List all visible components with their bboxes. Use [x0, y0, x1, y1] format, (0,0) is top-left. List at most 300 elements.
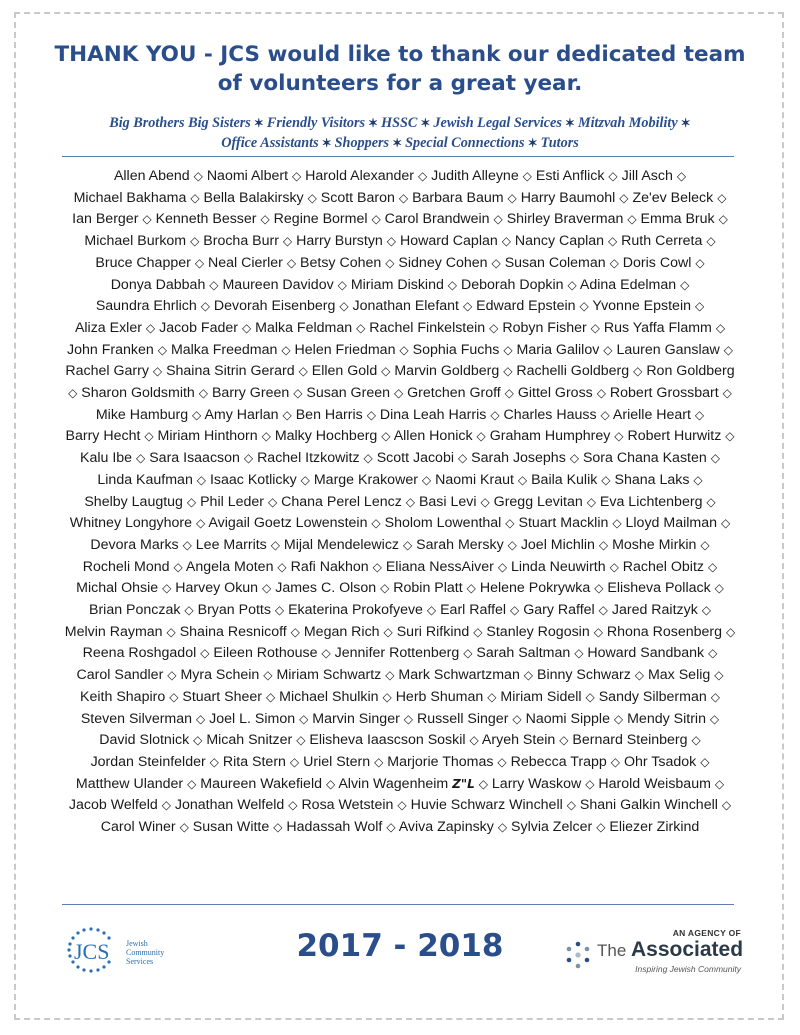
volunteer-name: Bernard Steinberg	[572, 732, 688, 749]
jcs-logo	[60, 922, 210, 982]
volunteer-name: Lauren Ganslaw	[616, 341, 720, 358]
diamond-outline-icon: ◇	[291, 169, 302, 183]
volunteer-name: Phil Leder	[200, 493, 264, 510]
diamond-outline-icon: ◇	[701, 603, 711, 618]
volunteer-name: Jordan Steinfelder	[90, 753, 206, 770]
volunteer-name: Carol Winer	[100, 819, 176, 836]
volunteer-name: Naomi Albert	[206, 168, 289, 184]
diamond-outline-icon: ◇	[489, 320, 499, 335]
volunteer-name: Miriam Hinthorn	[157, 428, 258, 445]
diamond-outline-icon: ◇	[382, 689, 392, 704]
star-of-david-icon: ✶	[417, 116, 434, 130]
title-line-1: THANK YOU - JCS would like to thank our dedicated team	[54, 42, 746, 67]
diamond-outline-icon: ◇	[167, 668, 177, 683]
volunteer-name: Sholom Lowenthal	[384, 515, 502, 532]
diamond-outline-icon: ◇	[274, 603, 285, 618]
volunteer-name: Rachelli Goldberg	[516, 363, 630, 380]
diamond-outline-icon: ◇	[209, 754, 219, 769]
diamond-outline-icon: ◇	[600, 407, 610, 422]
diamond-outline-icon: ◇	[633, 364, 643, 379]
program-item: HSSC	[381, 115, 418, 131]
volunteer-name: Harold Alexander	[305, 168, 415, 184]
diamond-outline-icon: ◇	[393, 386, 404, 401]
diamond-outline-icon: ◇	[262, 581, 272, 596]
volunteer-name: Miriam Sidell	[500, 688, 582, 705]
volunteer-name: Shani Galkin Winchell	[579, 797, 718, 814]
diamond-outline-icon: ◇	[68, 386, 78, 401]
volunteer-name: Gregg Levitan	[493, 493, 583, 510]
diamond-outline-icon: ◇	[512, 711, 522, 726]
associated-the: The	[597, 941, 627, 960]
volunteer-name: Ellen Gold	[311, 363, 378, 380]
diamond-outline-icon: ◇	[463, 646, 473, 661]
program-item: Jewish Legal Services	[433, 115, 562, 131]
diamond-outline-icon: ◇	[372, 559, 382, 574]
diamond-outline-icon: ◇	[243, 451, 254, 466]
diamond-outline-icon: ◇	[708, 646, 718, 661]
volunteer-name: Megan Rich	[303, 623, 380, 640]
volunteer-name: Malky Hochberg	[274, 428, 378, 445]
volunteer-name: Robert Grossbart	[609, 385, 719, 402]
diamond-outline-icon: ◇	[169, 689, 179, 704]
diamond-outline-icon: ◇	[596, 820, 606, 835]
volunteer-name: Shaina Resnicoff	[179, 623, 287, 640]
volunteer-name: Michael Shulkin	[279, 688, 379, 705]
diamond-outline-icon: ◇	[634, 668, 645, 683]
title-line-2: of volunteers for a great year.	[217, 71, 583, 96]
diamond-outline-icon: ◇	[281, 342, 291, 357]
volunteer-name: Esti Anflick	[535, 168, 605, 184]
diamond-outline-icon: ◇	[288, 798, 298, 813]
star-of-david-icon: ✶	[318, 136, 335, 150]
jcs-logo-mark	[60, 922, 210, 982]
diamond-outline-icon: ◇	[421, 472, 432, 487]
bottom-divider	[62, 904, 734, 905]
diamond-outline-icon: ◇	[385, 668, 395, 683]
volunteer-name: Jill Asch	[621, 168, 673, 184]
volunteer-name: Jonathan Elefant	[352, 298, 459, 315]
diamond-outline-icon: ◇	[200, 646, 210, 661]
volunteer-name: Isaac Kotlicky	[209, 471, 297, 488]
volunteer-name: Whitney Longyhore	[69, 515, 193, 532]
volunteer-name: Rachel Garry	[65, 363, 149, 380]
diamond-outline-icon: ◇	[476, 429, 486, 444]
diamond-outline-icon: ◇	[307, 190, 317, 205]
diamond-outline-icon: ◇	[723, 342, 733, 357]
diamond-outline-icon: ◇	[694, 407, 705, 422]
volunteer-name: Marvin Goldberg	[394, 363, 500, 380]
volunteer-name: Miriam Schwartz	[276, 667, 382, 684]
volunteer-name: Stuart Macklin	[518, 515, 609, 532]
diamond-outline-icon: ◇	[612, 516, 622, 531]
diamond-outline-icon: ◇	[722, 386, 732, 401]
diamond-outline-icon: ◇	[161, 798, 171, 813]
diamond-outline-icon: ◇	[579, 299, 589, 314]
volunteer-name: Harvey Okun	[175, 580, 259, 597]
diamond-outline-icon: ◇	[184, 603, 194, 618]
volunteer-name: Elisheva Iaascson Soskil	[309, 732, 466, 749]
star-of-david-icon: ✶	[250, 116, 267, 130]
diamond-outline-icon: ◇	[267, 494, 278, 509]
volunteer-name: Melvin Rayman	[64, 623, 163, 640]
volunteer-name: Matthew Ulander	[75, 775, 184, 792]
diamond-outline-icon: ◇	[195, 711, 206, 726]
diamond-outline-icon: ◇	[380, 581, 390, 596]
volunteer-name: Miriam Diskind	[350, 276, 444, 293]
diamond-outline-icon: ◇	[325, 776, 336, 791]
volunteer-name: Bryan Potts	[197, 602, 271, 619]
diamond-outline-icon: ◇	[162, 581, 172, 596]
diamond-outline-icon: ◇	[385, 255, 395, 270]
volunteer-name: Larry Waskow	[491, 775, 582, 792]
diamond-outline-icon: ◇	[718, 212, 728, 227]
volunteer-name: Robin Platt	[393, 580, 463, 597]
volunteer-name: Aliza Exler	[74, 319, 142, 336]
diamond-outline-icon: ◇	[480, 494, 490, 509]
volunteer-name: Malka Feldman	[255, 319, 353, 336]
volunteer-name: Helen Friedman	[294, 341, 396, 358]
volunteer-name: Doris Cowl	[622, 254, 692, 271]
volunteer-name: Shelby Laugtug	[84, 493, 183, 510]
jcs-abbr: JCS	[74, 939, 110, 964]
volunteer-name: Bruce Chapper	[95, 254, 191, 271]
diamond-outline-icon: ◇	[371, 516, 381, 531]
diamond-outline-icon: ◇	[478, 776, 488, 791]
volunteer-name: Shirley Braverman	[506, 211, 624, 228]
diamond-outline-icon: ◇	[619, 190, 629, 205]
volunteer-name: Angela Moten	[185, 558, 274, 575]
diamond-outline-icon: ◇	[142, 212, 152, 227]
volunteer-name: Sarah Josephs	[471, 450, 566, 467]
volunteer-name: Barbara Baum	[412, 189, 504, 206]
volunteer-name: Kenneth Besser	[155, 211, 257, 228]
diamond-outline-icon: ◇	[700, 537, 710, 552]
diamond-outline-icon: ◇	[277, 559, 287, 574]
diamond-outline-icon: ◇	[680, 277, 690, 292]
volunteer-name: Amy Harlan	[204, 406, 279, 423]
volunteer-name: Joel Michlin	[520, 536, 595, 553]
volunteer-name: Shana Laks	[614, 471, 690, 488]
volunteer-name: Graham Humphrey	[489, 428, 611, 445]
diamond-outline-icon: ◇	[289, 754, 300, 769]
volunteer-name: Linda Kaufman	[97, 471, 193, 488]
volunteer-name: Dina Leah Harris	[379, 406, 487, 423]
diamond-outline-icon: ◇	[363, 451, 373, 466]
diamond-outline-icon: ◇	[510, 603, 520, 618]
volunteer-name: Sarah Saltman	[476, 645, 571, 662]
volunteer-name: Ron Goldberg	[646, 363, 735, 380]
program-item: Big Brothers Big Sisters	[109, 115, 251, 131]
diamond-outline-icon: ◇	[286, 255, 297, 270]
volunteer-name: Linda Neuwirth	[511, 558, 606, 575]
volunteer-name: Jennifer Rottenberg	[334, 645, 460, 662]
volunteer-name: Susan Witte	[192, 819, 270, 836]
volunteer-name: Barry Green	[211, 385, 290, 402]
diamond-outline-icon: ◇	[559, 733, 569, 748]
volunteer-list	[62, 166, 738, 894]
diamond-outline-icon: ◇	[426, 603, 437, 618]
diamond-outline-icon: ◇	[282, 234, 293, 249]
volunteer-name: Gittel Gross	[517, 385, 593, 402]
diamond-outline-icon: ◇	[700, 754, 710, 769]
program-item: Shoppers	[334, 135, 390, 151]
diamond-outline-icon: ◇	[179, 820, 189, 835]
volunteer-name: Ohr Tsadok	[623, 753, 697, 770]
volunteer-name: Marge Krakower	[313, 471, 418, 488]
volunteer-name: Reena Roshgadol	[82, 645, 197, 662]
volunteer-name: Regine Bormel	[273, 211, 368, 228]
volunteer-name: Rachel Itzkowitz	[257, 450, 360, 467]
diamond-outline-icon: ◇	[145, 320, 156, 335]
volunteer-name: Barry Hecht	[65, 428, 141, 445]
diamond-outline-icon: ◇	[593, 624, 603, 639]
volunteer-name: Joel L. Simon	[209, 710, 296, 727]
diamond-outline-icon: ◇	[337, 277, 347, 292]
diamond-outline-icon: ◇	[601, 472, 611, 487]
diamond-outline-icon: ◇	[152, 364, 163, 379]
volunteer-name: Basi Levi	[418, 493, 477, 510]
diamond-outline-icon: ◇	[374, 754, 384, 769]
volunteer-name: Brocha Burr	[203, 233, 279, 250]
volunteer-name: Rhona Rosenberg	[606, 623, 723, 640]
volunteer-name: Helene Pokrywka	[479, 580, 591, 597]
volunteer-name: Michael Burkom	[84, 233, 187, 250]
volunteer-name: Sara Isaacson	[149, 450, 240, 467]
agency-of-label: AN AGENCY OF	[672, 928, 741, 938]
diamond-outline-icon: ◇	[607, 234, 618, 249]
diamond-outline-icon: ◇	[566, 798, 576, 813]
diamond-outline-icon: ◇	[721, 798, 732, 813]
volunteer-name: Naomi Sipple	[525, 710, 610, 727]
diamond-outline-icon: ◇	[569, 451, 579, 466]
diamond-outline-icon: ◇	[261, 429, 271, 444]
star-of-david-icon: ✶	[389, 136, 406, 150]
diamond-outline-icon: ◇	[190, 190, 200, 205]
diamond-outline-icon: ◇	[405, 494, 415, 509]
volunteer-name: Maria Galilov	[516, 341, 600, 358]
volunteer-name: Devora Marks	[90, 536, 179, 553]
volunteer-name: Carol Sandler	[76, 667, 164, 684]
diamond-outline-icon: ◇	[386, 820, 396, 835]
volunteer-name: Rosa Wetstein	[301, 797, 394, 814]
diamond-outline-icon: ◇	[187, 776, 197, 791]
program-item: Friendly Visitors	[266, 115, 366, 131]
diamond-outline-icon: ◇	[503, 342, 513, 357]
diamond-outline-icon: ◇	[714, 581, 724, 596]
diamond-outline-icon: ◇	[192, 407, 202, 422]
diamond-outline-icon: ◇	[473, 624, 483, 639]
volunteer-name: Marjorie Thomas	[387, 753, 494, 770]
volunteer-name: Susan Coleman	[504, 254, 606, 271]
diamond-outline-icon: ◇	[609, 255, 619, 270]
volunteer-name: Michael Bakhama	[73, 189, 187, 206]
volunteer-name: Jacob Welfeld	[68, 797, 158, 814]
volunteer-name: Eliezer Zirkind	[609, 819, 700, 836]
diamond-outline-icon: ◇	[720, 516, 731, 531]
volunteer-name: Mike Hamburg	[95, 406, 189, 423]
volunteer-name: Neal Cierler	[208, 254, 283, 271]
diamond-outline-icon: ◇	[366, 407, 376, 422]
diamond-outline-icon: ◇	[497, 754, 507, 769]
year-range: 2017 - 2018	[296, 928, 504, 964]
diamond-outline-icon: ◇	[695, 255, 705, 270]
diamond-outline-icon: ◇	[196, 472, 207, 487]
volunteer-name: Ian Berger	[72, 211, 139, 228]
diamond-outline-icon: ◇	[725, 624, 736, 639]
diamond-outline-icon: ◇	[725, 429, 735, 444]
volunteer-name: Maureen Wakefield	[200, 775, 322, 792]
diamond-outline-icon: ◇	[706, 494, 716, 509]
diamond-outline-icon: ◇	[598, 537, 609, 552]
diamond-outline-icon: ◇	[263, 668, 273, 683]
volunteer-name: Baila Kulik	[531, 471, 598, 488]
diamond-outline-icon: ◇	[585, 776, 595, 791]
diamond-outline-icon: ◇	[717, 190, 727, 205]
volunteer-name: Harold Weisbaum	[598, 775, 711, 792]
diamond-outline-icon: ◇	[586, 494, 596, 509]
top-divider	[62, 156, 734, 157]
diamond-outline-icon: ◇	[501, 234, 511, 249]
volunteer-name: Eileen Rothouse	[213, 645, 318, 662]
diamond-outline-icon: ◇	[596, 386, 606, 401]
associated-mark-icon	[563, 940, 593, 970]
volunteer-name: Steven Silverman	[80, 710, 193, 727]
diamond-outline-icon: ◇	[321, 646, 331, 661]
volunteer-name: Sophia Fuchs	[412, 341, 500, 358]
star-of-david-icon: ✶	[524, 136, 541, 150]
volunteer-name: Donya Dabbah	[110, 276, 206, 293]
diamond-outline-icon: ◇	[497, 559, 508, 574]
volunteer-name: Howard Sandbank	[587, 645, 705, 662]
volunteer-name: Earl Raffel	[440, 602, 507, 619]
volunteer-name: Edward Epstein	[476, 298, 576, 315]
volunteer-name: Emma Bruk	[640, 211, 715, 228]
diamond-outline-icon: ◇	[491, 255, 501, 270]
diamond-outline-icon: ◇	[383, 624, 393, 639]
volunteer-name: Ekaterina Prokofyeve	[288, 602, 423, 619]
volunteer-name: Eliana NessAiver	[385, 558, 494, 575]
volunteer-name: James C. Olson	[275, 580, 377, 597]
diamond-outline-icon: ◇	[462, 299, 473, 314]
volunteer-name: Aviva Zapinsky	[398, 819, 494, 836]
diamond-outline-icon: ◇	[503, 364, 513, 379]
volunteer-name: Rocheli Mond	[82, 558, 170, 575]
volunteer-name: Marvin Singer	[312, 710, 400, 727]
volunteer-name: Huvie Schwarz Winchell	[410, 797, 563, 814]
volunteer-name: Rebecca Trapp	[510, 753, 607, 770]
diamond-outline-icon: ◇	[397, 798, 407, 813]
diamond-outline-icon: ◇	[603, 342, 613, 357]
diamond-outline-icon: ◇	[466, 581, 476, 596]
program-item: Tutors	[540, 135, 579, 151]
volunteer-name: Maureen Davidov	[222, 276, 334, 293]
volunteer-name: Robyn Fisher	[502, 319, 587, 336]
program-item: Office Assistants	[221, 135, 319, 151]
diamond-outline-icon: ◇	[447, 277, 458, 292]
volunteer-name: Avigail Goetz Lowenstein	[208, 515, 368, 532]
diamond-outline-icon: ◇	[507, 190, 517, 205]
diamond-outline-icon: ◇	[490, 407, 500, 422]
diamond-outline-icon: ◇	[196, 516, 206, 531]
diamond-outline-icon: ◇	[298, 364, 308, 379]
associated-name: Associated	[631, 938, 744, 961]
volunteer-name: Arielle Heart	[612, 406, 691, 423]
diamond-outline-icon: ◇	[598, 603, 608, 618]
diamond-outline-icon: ◇	[710, 451, 720, 466]
volunteer-name: Malka Freedman	[170, 341, 278, 358]
diamond-outline-icon: ◇	[200, 299, 210, 314]
diamond-outline-icon: ◇	[194, 255, 205, 270]
star-of-david-icon: ✶	[365, 116, 382, 130]
diamond-outline-icon: ◇	[193, 169, 203, 183]
diamond-outline-icon: ◇	[417, 169, 428, 183]
volunteer-name: Gary Raffel	[523, 602, 595, 619]
volunteer-name: Yvonne Epstein	[592, 298, 691, 315]
diamond-outline-icon: ◇	[523, 668, 534, 683]
diamond-outline-icon: ◇	[402, 537, 413, 552]
diamond-outline-icon: ◇	[609, 559, 619, 574]
diamond-outline-icon: ◇	[381, 364, 391, 379]
volunteer-name: Rachel Finkelstein	[369, 319, 486, 336]
jcs-line-2: Community	[126, 948, 165, 957]
volunteer-name: Scott Jacobi	[376, 450, 454, 467]
volunteer-name: Stuart Sheer	[182, 688, 263, 705]
jcs-line-3: Services	[126, 957, 154, 966]
volunteer-name: Kalu Ibe	[80, 450, 133, 467]
diamond-outline-icon: ◇	[209, 277, 219, 292]
volunteer-name: David Slotnick	[99, 732, 190, 749]
volunteer-name: Gretchen Groff	[407, 385, 501, 402]
volunteer-name: Russell Singer	[416, 710, 509, 727]
diamond-outline-icon: ◇	[469, 733, 479, 748]
diamond-outline-icon: ◇	[694, 299, 705, 314]
diamond-outline-icon: ◇	[710, 689, 720, 704]
diamond-outline-icon: ◇	[282, 407, 292, 422]
volunteer-name: Rachel Obitz	[622, 558, 704, 575]
volunteer-name: Bella Balakirsky	[203, 189, 304, 206]
diamond-outline-icon: ◇	[693, 472, 703, 487]
volunteer-name: Stanley Rogosin	[486, 623, 590, 640]
diamond-outline-icon: ◇	[714, 668, 724, 683]
diamond-outline-icon: ◇	[296, 733, 306, 748]
volunteer-name: Lee Marrits	[195, 536, 267, 553]
diamond-outline-icon: ◇	[522, 169, 532, 183]
volunteer-name: Chana Perel Lencz	[281, 493, 402, 510]
volunteer-name: Moshe Mirkin	[612, 536, 697, 553]
volunteer-name: Allen Honick	[393, 428, 473, 445]
volunteer-name: Alvin Wagenheim	[338, 775, 449, 792]
volunteer-name: Micah Snitzer	[206, 732, 293, 749]
volunteer-name: Rafi Nakhon	[290, 558, 369, 575]
diamond-outline-icon: ◇	[493, 212, 503, 227]
diamond-outline-icon: ◇	[487, 689, 497, 704]
volunteer-name: Susan Green	[306, 385, 390, 402]
volunteer-name: Nancy Caplan	[514, 233, 605, 250]
diamond-outline-icon: ◇	[590, 320, 600, 335]
volunteer-name: Suri Rifkind	[396, 623, 470, 640]
volunteer-name: Sylvia Zelcer	[511, 819, 593, 836]
diamond-outline-icon: ◇	[585, 689, 595, 704]
diamond-outline-icon: ◇	[709, 711, 720, 726]
diamond-outline-icon: ◇	[714, 776, 725, 791]
volunteer-name: Ruth Cerreta	[621, 233, 703, 250]
diamond-outline-icon: ◇	[507, 537, 517, 552]
volunteer-name: John Franken	[67, 341, 154, 358]
volunteer-name: Harry Baumohl	[520, 189, 616, 206]
diamond-outline-icon: ◇	[517, 472, 528, 487]
diamond-outline-icon: ◇	[627, 212, 637, 227]
volunteer-name: Lloyd Mailman	[625, 515, 717, 532]
